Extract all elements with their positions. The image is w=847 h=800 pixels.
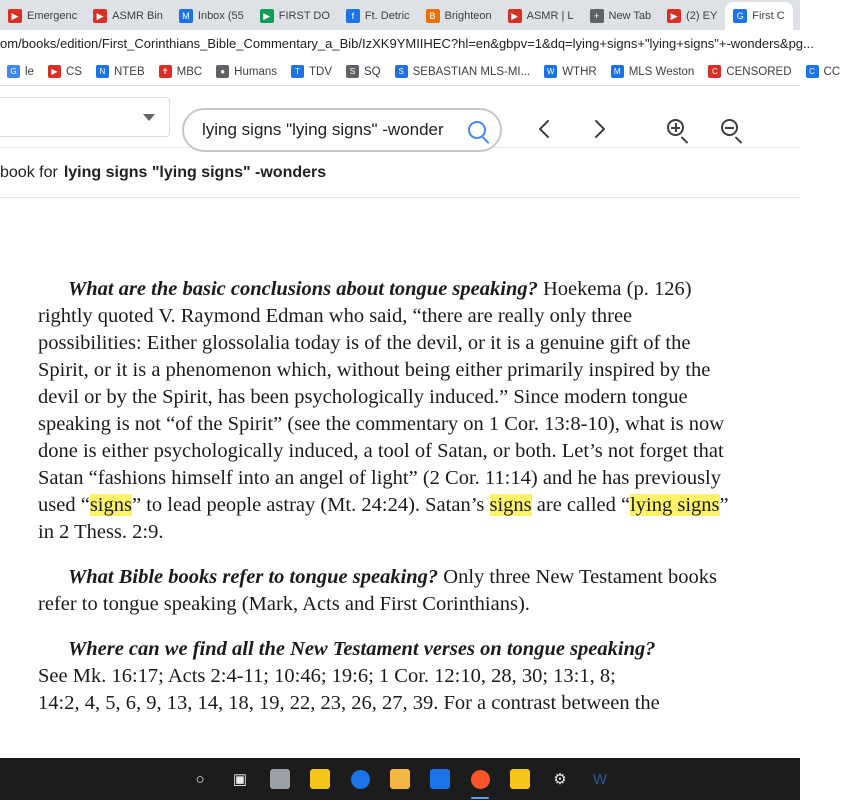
- taskbar: [0, 758, 800, 800]
- notes-icon-glyph: [510, 769, 530, 789]
- bookmark-favicon-icon: C: [806, 65, 819, 78]
- tab-strip: [0, 0, 800, 30]
- bookmark-item[interactable]: [284, 60, 339, 84]
- browser-tab[interactable]: [85, 2, 171, 30]
- tab-label: (2) EY: [686, 10, 718, 22]
- search-in-book-field[interactable]: [182, 108, 502, 152]
- bookmark-label: NTEB: [113, 65, 145, 78]
- notes-icon[interactable]: [505, 764, 535, 794]
- bookmark-favicon-icon: ▶: [48, 65, 61, 78]
- tab-label: ASMR Bin: [112, 10, 163, 22]
- app-icon-1[interactable]: [265, 764, 295, 794]
- settings-icon[interactable]: ⚙: [553, 771, 567, 788]
- chrome-icon[interactable]: [345, 764, 375, 794]
- address-bar-text: om/books/edition/First_Corinthians_Bible_Commentary_a_Bib/IzXK9YMIIHEC?hl=en&gbpv=1&dq=lying+signs+"lying+signs"+-wonders&pg...: [0, 36, 814, 51]
- files-icon-glyph: [390, 769, 410, 789]
- bookmark-item[interactable]: [604, 60, 702, 84]
- browser-tab[interactable]: [418, 2, 500, 30]
- bookmark-item[interactable]: [799, 60, 847, 84]
- word-icon[interactable]: W: [592, 770, 608, 788]
- tab-label: First C: [752, 10, 785, 22]
- zoom-in-button[interactable]: [658, 110, 698, 150]
- browser-tab[interactable]: [582, 2, 660, 30]
- tab-label: Inbox (55: [197, 10, 244, 22]
- bookmark-favicon-icon: M: [611, 65, 624, 78]
- paragraph-1: [38, 276, 740, 546]
- tab-favicon-icon: ▶: [93, 9, 107, 23]
- tab-label: Emergenc: [27, 10, 78, 22]
- paragraph-1-body-3: are called “: [531, 494, 631, 516]
- paragraph-3-body-2: 14:2, 4, 5, 6, 9, 13, 14, 18, 19, 22, 23, 26, 27, 39. For a contrast between the: [38, 692, 660, 714]
- bookmark-favicon-icon: ✝: [159, 65, 172, 78]
- bookmark-item[interactable]: [152, 60, 210, 84]
- brave-icon[interactable]: [465, 764, 495, 794]
- tab-favicon-icon: ▶: [667, 9, 681, 23]
- result-query: lying signs "lying signs" -wonders: [63, 163, 327, 181]
- files-icon[interactable]: [385, 764, 415, 794]
- tab-label: FIRST DO: [278, 10, 330, 22]
- tab-label: Ft. Detric: [364, 10, 410, 22]
- tab-favicon-icon: f: [346, 9, 360, 23]
- bookmark-label: TDV: [309, 65, 332, 78]
- bookmark-item[interactable]: [41, 60, 89, 84]
- zoom-out-button[interactable]: [712, 110, 752, 150]
- browser-tab[interactable]: [171, 2, 252, 30]
- bookmark-label: CENSORED: [726, 65, 792, 78]
- browser-tab[interactable]: [725, 2, 792, 30]
- bookmark-favicon-icon: ●: [216, 65, 229, 78]
- paragraph-3-body-1: See Mk. 16:17; Acts 2:4-11; 10:46; 19:6; 1 Cor. 12:10, 28, 30; 13:1, 8;: [38, 665, 616, 687]
- bookmarks-bar: [0, 58, 841, 86]
- tab-favicon-icon: M: [179, 9, 193, 23]
- browser-tab[interactable]: [0, 2, 85, 30]
- tab-label: New Tab: [608, 10, 652, 22]
- bookmark-item[interactable]: [0, 60, 41, 84]
- chrome-icon-glyph: [351, 770, 370, 789]
- paragraph-3: [38, 636, 740, 717]
- paragraph-1-body-1: Hoekema (p. 126) rightly quoted V. Raymond Edman who said, “there are really only three possibilities: Either glossolalia today is of the devil, or it is a genuine gift of the Spirit, or it is a phenomenon which, without being either primarily inspired by the devil or by the Spirit, has been psychologically induced.” Since modern tongue speaking is not “of the Spirit” (see the commentary on 1 Cor. 13:8-10), what is now done is either psychologically induced, a tool of Satan, or both. Let’s not forget that Satan “fashions himself into an angel of light” (2 Cor. 11:14) and he has previously used “: [38, 278, 725, 516]
- highlight-signs-2: signs: [489, 494, 532, 516]
- store-icon[interactable]: [305, 764, 335, 794]
- zoom-in-icon: [667, 119, 689, 141]
- search-result-summary: [0, 148, 800, 198]
- browser-tab[interactable]: [252, 2, 338, 30]
- bookmark-label: SEBASTIAN MLS-MI...: [412, 65, 531, 78]
- result-prefix: book for: [0, 163, 58, 181]
- search-circle-icon[interactable]: ○: [195, 770, 205, 788]
- brave-icon-glyph: [471, 770, 490, 789]
- mail-icon-glyph: [430, 769, 450, 789]
- bookmark-item[interactable]: [209, 60, 284, 84]
- bookmark-label: CS: [65, 65, 82, 78]
- bookmark-label: WTHR: [562, 65, 597, 78]
- search-input-value: lying signs "lying signs" -wonder: [202, 120, 444, 139]
- bookmark-item[interactable]: [388, 60, 538, 84]
- paragraph-3-question: Where can we find all the New Testament verses on tongue speaking?: [68, 638, 656, 660]
- tab-label: ASMR | L: [526, 10, 574, 22]
- bookmark-label: CC: [823, 65, 841, 78]
- paragraph-1-body-4: ” in 2 Thess. 2:9.: [38, 494, 729, 543]
- bookmark-label: Humans: [234, 65, 277, 78]
- browser-tab[interactable]: [338, 2, 418, 30]
- chevron-down-icon: [143, 114, 155, 121]
- tab-favicon-icon: ▶: [508, 9, 522, 23]
- bookmark-favicon-icon: S: [395, 65, 408, 78]
- address-bar[interactable]: [0, 30, 814, 58]
- highlight-lying-signs: lying signs: [630, 494, 720, 516]
- bookmark-item[interactable]: [339, 60, 388, 84]
- paragraph-2: [38, 564, 740, 618]
- bookmark-favicon-icon: C: [708, 65, 721, 78]
- bookmark-label: MLS Weston: [628, 65, 695, 78]
- bookmark-favicon-icon: T: [291, 65, 304, 78]
- paragraph-1-body-2: ” to lead people astray (Mt. 24:24). Satan’s: [131, 494, 490, 516]
- next-page-button[interactable]: [582, 112, 616, 146]
- zoom-out-icon: [721, 119, 743, 141]
- paragraph-2-question: What Bible books refer to tongue speaking?: [68, 566, 439, 588]
- bookmark-favicon-icon: S: [346, 65, 359, 78]
- bookmark-favicon-icon: G: [7, 65, 20, 78]
- tab-favicon-icon: G: [733, 9, 747, 23]
- tab-favicon-icon: +: [590, 9, 604, 23]
- paragraph-2-body: Only three New Testament books refer to tongue speaking (Mark, Acts and First Corinthians).: [38, 566, 718, 615]
- paragraph-1-question: What are the basic conclusions about tongue speaking?: [68, 278, 538, 300]
- bookmark-favicon-icon: W: [544, 65, 557, 78]
- highlight-signs-1: signs: [89, 494, 132, 516]
- browser-tab[interactable]: [659, 2, 725, 30]
- search-icon[interactable]: [468, 121, 486, 139]
- bookmark-label: le: [25, 65, 34, 78]
- book-text-column: [0, 258, 800, 717]
- task-view-icon[interactable]: ▣: [232, 771, 248, 788]
- tab-favicon-icon: ▶: [8, 9, 22, 23]
- page-number-select[interactable]: [0, 97, 170, 137]
- mail-icon[interactable]: [425, 764, 455, 794]
- prev-page-button[interactable]: [528, 112, 562, 146]
- book-page[interactable]: [0, 258, 800, 758]
- app-icon-1-glyph: [270, 769, 290, 789]
- tab-label: Brighteon: [444, 10, 492, 22]
- tab-favicon-icon: ▶: [260, 9, 274, 23]
- tab-favicon-icon: B: [426, 9, 440, 23]
- bookmark-label: SQ: [364, 65, 381, 78]
- store-icon-glyph: [310, 769, 330, 789]
- bookmark-item[interactable]: [89, 60, 152, 84]
- bookmark-favicon-icon: N: [96, 65, 109, 78]
- bookmark-item[interactable]: [537, 60, 604, 84]
- bookmark-label: MBC: [176, 65, 203, 78]
- browser-tab[interactable]: [500, 2, 582, 30]
- bookmark-item[interactable]: [701, 60, 798, 84]
